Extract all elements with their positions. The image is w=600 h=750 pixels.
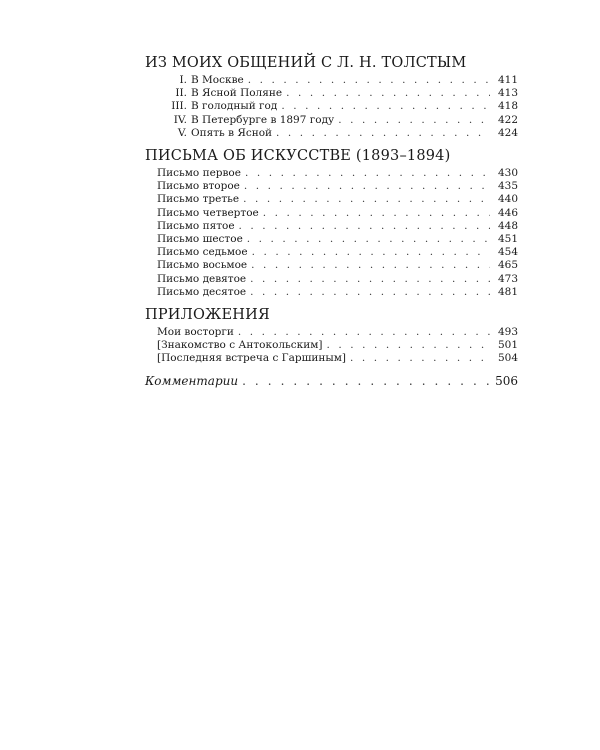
toc-entry[interactable] bbox=[145, 87, 518, 100]
toc-entry[interactable] bbox=[145, 220, 518, 233]
toc-entry[interactable] bbox=[145, 352, 518, 365]
toc-entry[interactable] bbox=[145, 180, 518, 193]
entry-page: 473 bbox=[497, 272, 518, 285]
entry-title: Письмо девятое bbox=[157, 272, 247, 285]
dot-leader bbox=[242, 373, 490, 389]
toc-entry[interactable] bbox=[145, 193, 518, 206]
entry-title: Письмо восьмое bbox=[157, 259, 248, 272]
toc-entry[interactable] bbox=[145, 273, 518, 286]
entry-title: [Последняя встреча с Гаршиным] bbox=[157, 352, 346, 365]
entry-page: 506 bbox=[495, 373, 518, 388]
entry-title: В Москве bbox=[191, 74, 244, 86]
entry-page: 430 bbox=[497, 167, 518, 180]
entry-page: 451 bbox=[497, 233, 518, 246]
toc-entry[interactable] bbox=[145, 286, 518, 299]
entry-page: 446 bbox=[497, 206, 518, 219]
section-heading: ИЗ МОИХ ОБЩЕНИЙ С Л. Н. ТОЛСТЫМ bbox=[145, 55, 467, 71]
dot-leader bbox=[326, 339, 490, 352]
toc-entry[interactable] bbox=[145, 100, 518, 113]
entry-title: Письмо четвертое bbox=[157, 206, 259, 219]
toc-entry[interactable] bbox=[145, 259, 518, 272]
dot-leader bbox=[276, 127, 490, 140]
entry-number: I. bbox=[179, 74, 187, 86]
entry-number: V. bbox=[177, 126, 187, 139]
dot-leader bbox=[244, 180, 490, 193]
dot-leader bbox=[238, 326, 490, 339]
toc-entry-commentary[interactable] bbox=[145, 373, 518, 389]
dot-leader bbox=[286, 87, 490, 100]
toc-entry[interactable] bbox=[145, 114, 518, 127]
toc-entry[interactable] bbox=[145, 127, 518, 140]
entry-page: 418 bbox=[497, 100, 518, 113]
entry-page: 422 bbox=[497, 113, 518, 126]
entry-title: Письмо десятое bbox=[157, 285, 247, 298]
dot-leader bbox=[251, 259, 490, 272]
entry-list bbox=[145, 74, 518, 140]
dot-leader bbox=[252, 246, 490, 259]
entry-page: 413 bbox=[497, 87, 518, 100]
entry-page: 504 bbox=[497, 352, 518, 365]
toc-entry[interactable] bbox=[145, 233, 518, 246]
entry-page: 424 bbox=[497, 126, 518, 139]
dot-leader bbox=[243, 193, 490, 206]
toc-section-letters bbox=[145, 147, 518, 299]
entry-number: IV. bbox=[173, 113, 187, 126]
toc-entry[interactable] bbox=[145, 246, 518, 259]
entry-list bbox=[145, 167, 518, 299]
entry-page: 440 bbox=[497, 193, 518, 206]
entry-title: [Знакомство с Антокольским] bbox=[157, 339, 323, 352]
toc-entry[interactable] bbox=[145, 207, 518, 220]
toc-section-appendices bbox=[145, 306, 518, 366]
dot-leader bbox=[247, 233, 490, 246]
entry-page: 454 bbox=[497, 246, 518, 259]
dot-leader bbox=[250, 286, 490, 299]
dot-leader bbox=[281, 100, 490, 113]
toc-entry[interactable] bbox=[145, 339, 518, 352]
dot-leader bbox=[250, 273, 490, 286]
entry-title: Письмо шестое bbox=[157, 233, 243, 246]
entry-title: Опять в Ясной bbox=[191, 126, 273, 139]
dot-leader bbox=[338, 114, 490, 127]
entry-number: III. bbox=[171, 100, 187, 113]
dot-leader bbox=[350, 352, 490, 365]
entry-title: В Петербурге в 1897 году bbox=[191, 113, 335, 126]
toc-entry[interactable] bbox=[145, 167, 518, 180]
section-heading: ПРИЛОЖЕНИЯ bbox=[145, 307, 270, 324]
entry-title: В голодный год bbox=[191, 100, 278, 113]
entry-page: 481 bbox=[497, 285, 518, 298]
entry-page: 435 bbox=[497, 180, 518, 193]
dot-leader bbox=[239, 220, 490, 233]
entry-page: 448 bbox=[497, 219, 518, 232]
toc-entry[interactable] bbox=[145, 74, 518, 87]
entry-page: 465 bbox=[497, 259, 518, 272]
toc-entry[interactable] bbox=[145, 326, 518, 339]
dot-leader bbox=[248, 74, 490, 87]
entry-number: II. bbox=[175, 87, 187, 100]
entry-title: Комментарии bbox=[145, 373, 239, 388]
entry-title: Письмо пятое bbox=[157, 219, 235, 232]
entry-list bbox=[145, 326, 518, 366]
toc-section-tolstoy bbox=[145, 54, 518, 140]
entry-page: 411 bbox=[497, 74, 518, 86]
section-heading: ПИСЬМА ОБ ИСКУССТВЕ (1893–1894) bbox=[145, 148, 451, 165]
entry-title: Письмо седьмое bbox=[157, 246, 248, 259]
table-of-contents bbox=[145, 54, 518, 389]
entry-title: Письмо третье bbox=[157, 193, 240, 206]
dot-leader bbox=[263, 207, 490, 220]
entry-title: Мои восторги bbox=[157, 326, 234, 339]
dot-leader bbox=[245, 167, 490, 180]
entry-title: Письмо первое bbox=[157, 167, 241, 180]
entry-page: 493 bbox=[497, 326, 518, 339]
entry-title: Письмо второе bbox=[157, 180, 240, 193]
entry-title: В Ясной Поляне bbox=[191, 87, 283, 100]
entry-page: 501 bbox=[497, 339, 518, 352]
